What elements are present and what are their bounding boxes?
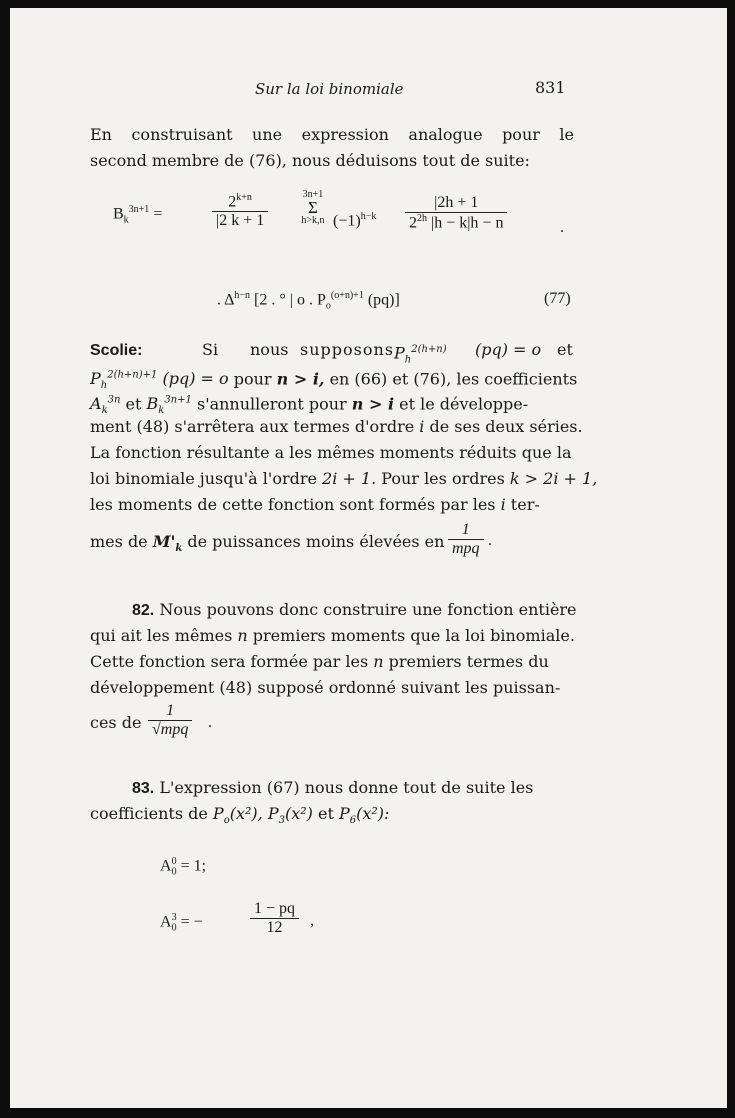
section-82-line-1: 82. Nous pouvons donc construire une fonction entière (132, 600, 577, 619)
equation-a0-3-end: , (310, 912, 314, 929)
equation-b-sum: 3n+1 Σ h>k,n (301, 189, 325, 226)
paragraph-1-line-1: En construisant une expression analogue pour le (90, 125, 574, 144)
section-83-line-1: 83. L'expression (67) nous donne tout de suite les (132, 778, 534, 797)
running-header-title: Sur la loi binomiale (255, 80, 404, 98)
scolie-line-3: $A_k^{3n}$ et $B_k^{3n+1}$ s'annulleront pour n > i et le développe- (90, 394, 529, 417)
scolie-end-dot: . (488, 532, 492, 549)
equation-a0-3: $A_0^3$ = − (160, 912, 203, 934)
scolie-line-5: La fonction résultante a les mêmes moments réduits que la (90, 443, 572, 462)
paragraph-1-line-2: second membre de (76), nous déduisons tout de suite: (90, 151, 530, 170)
equation-77: . $\Delta^{h-n}$ [2 . ° | o . $P_o^{(o+n)+1}$ (pq)] (217, 290, 400, 312)
scolie-line-4: ment (48) s'arrêtera aux termes d'ordre i de ses deux séries. (90, 417, 583, 436)
section-83-line-2: coefficients de $P_o(x^2)$, $P_3(x^2)$ et $P_6(x^2)$: (90, 804, 390, 827)
equation-77-number: (77) (544, 290, 571, 307)
equation-a0-0: $A_0^0 = 1$; (160, 856, 207, 878)
section-82-line-3: Cette fonction sera formée par les n premiers termes du (90, 652, 549, 671)
equation-a0-3-fraction: $\frac{1 - pq}{12}$ (250, 900, 299, 937)
scolie-line-1: Scolie: Si nous supposons $P_h^{2(h+n)}$ (pq) = o et (90, 340, 573, 366)
section-82-line-2: qui ait les mêmes n premiers moments que la loi binomiale. (90, 626, 575, 645)
equation-b-lhs: $B_k^{3n+1}$ = (113, 204, 163, 226)
section-82-fraction-1-over-sqrt-mpq: $\frac{1}{\text{√mpq}}$ (148, 702, 192, 739)
scolie-fraction-1-over-mpq: $\frac{1}{\text{mpq}}$ (448, 521, 484, 558)
section-82-line-4: développement (48) supposé ordonné suivant les puissan- (90, 678, 561, 697)
section-82-line-5: ces de (90, 713, 142, 732)
book-page (10, 8, 727, 1108)
equation-b-frac1: $\frac{2^{k+n}}{|2 k + 1}$ (212, 192, 268, 230)
scolie-line-7: les moments de cette fonction sont formés par les i ter- (90, 495, 540, 514)
page-number: 831 (535, 78, 566, 97)
section-82-end-dot: . (208, 714, 212, 731)
scolie-line-8: mes de $M'_k$ de puissances moins élevées en (90, 532, 445, 555)
equation-b-sign-factor: $(-1)^{h-k}$ (333, 211, 377, 230)
equation-b-end-dot: . (560, 219, 564, 236)
equation-b-frac2: $\frac{|2h + 1}{2^{2h} |h - k|h - n}$ (405, 194, 507, 232)
scolie-line-2: $P_h^{2(h+n)+1}$ (pq) = o pour n > i, en (66) et (76), les coefficients (90, 369, 578, 392)
scolie-line-6: loi binomiale jusqu'à l'ordre 2i + 1. Pour les ordres k > 2i + 1, (90, 469, 598, 488)
